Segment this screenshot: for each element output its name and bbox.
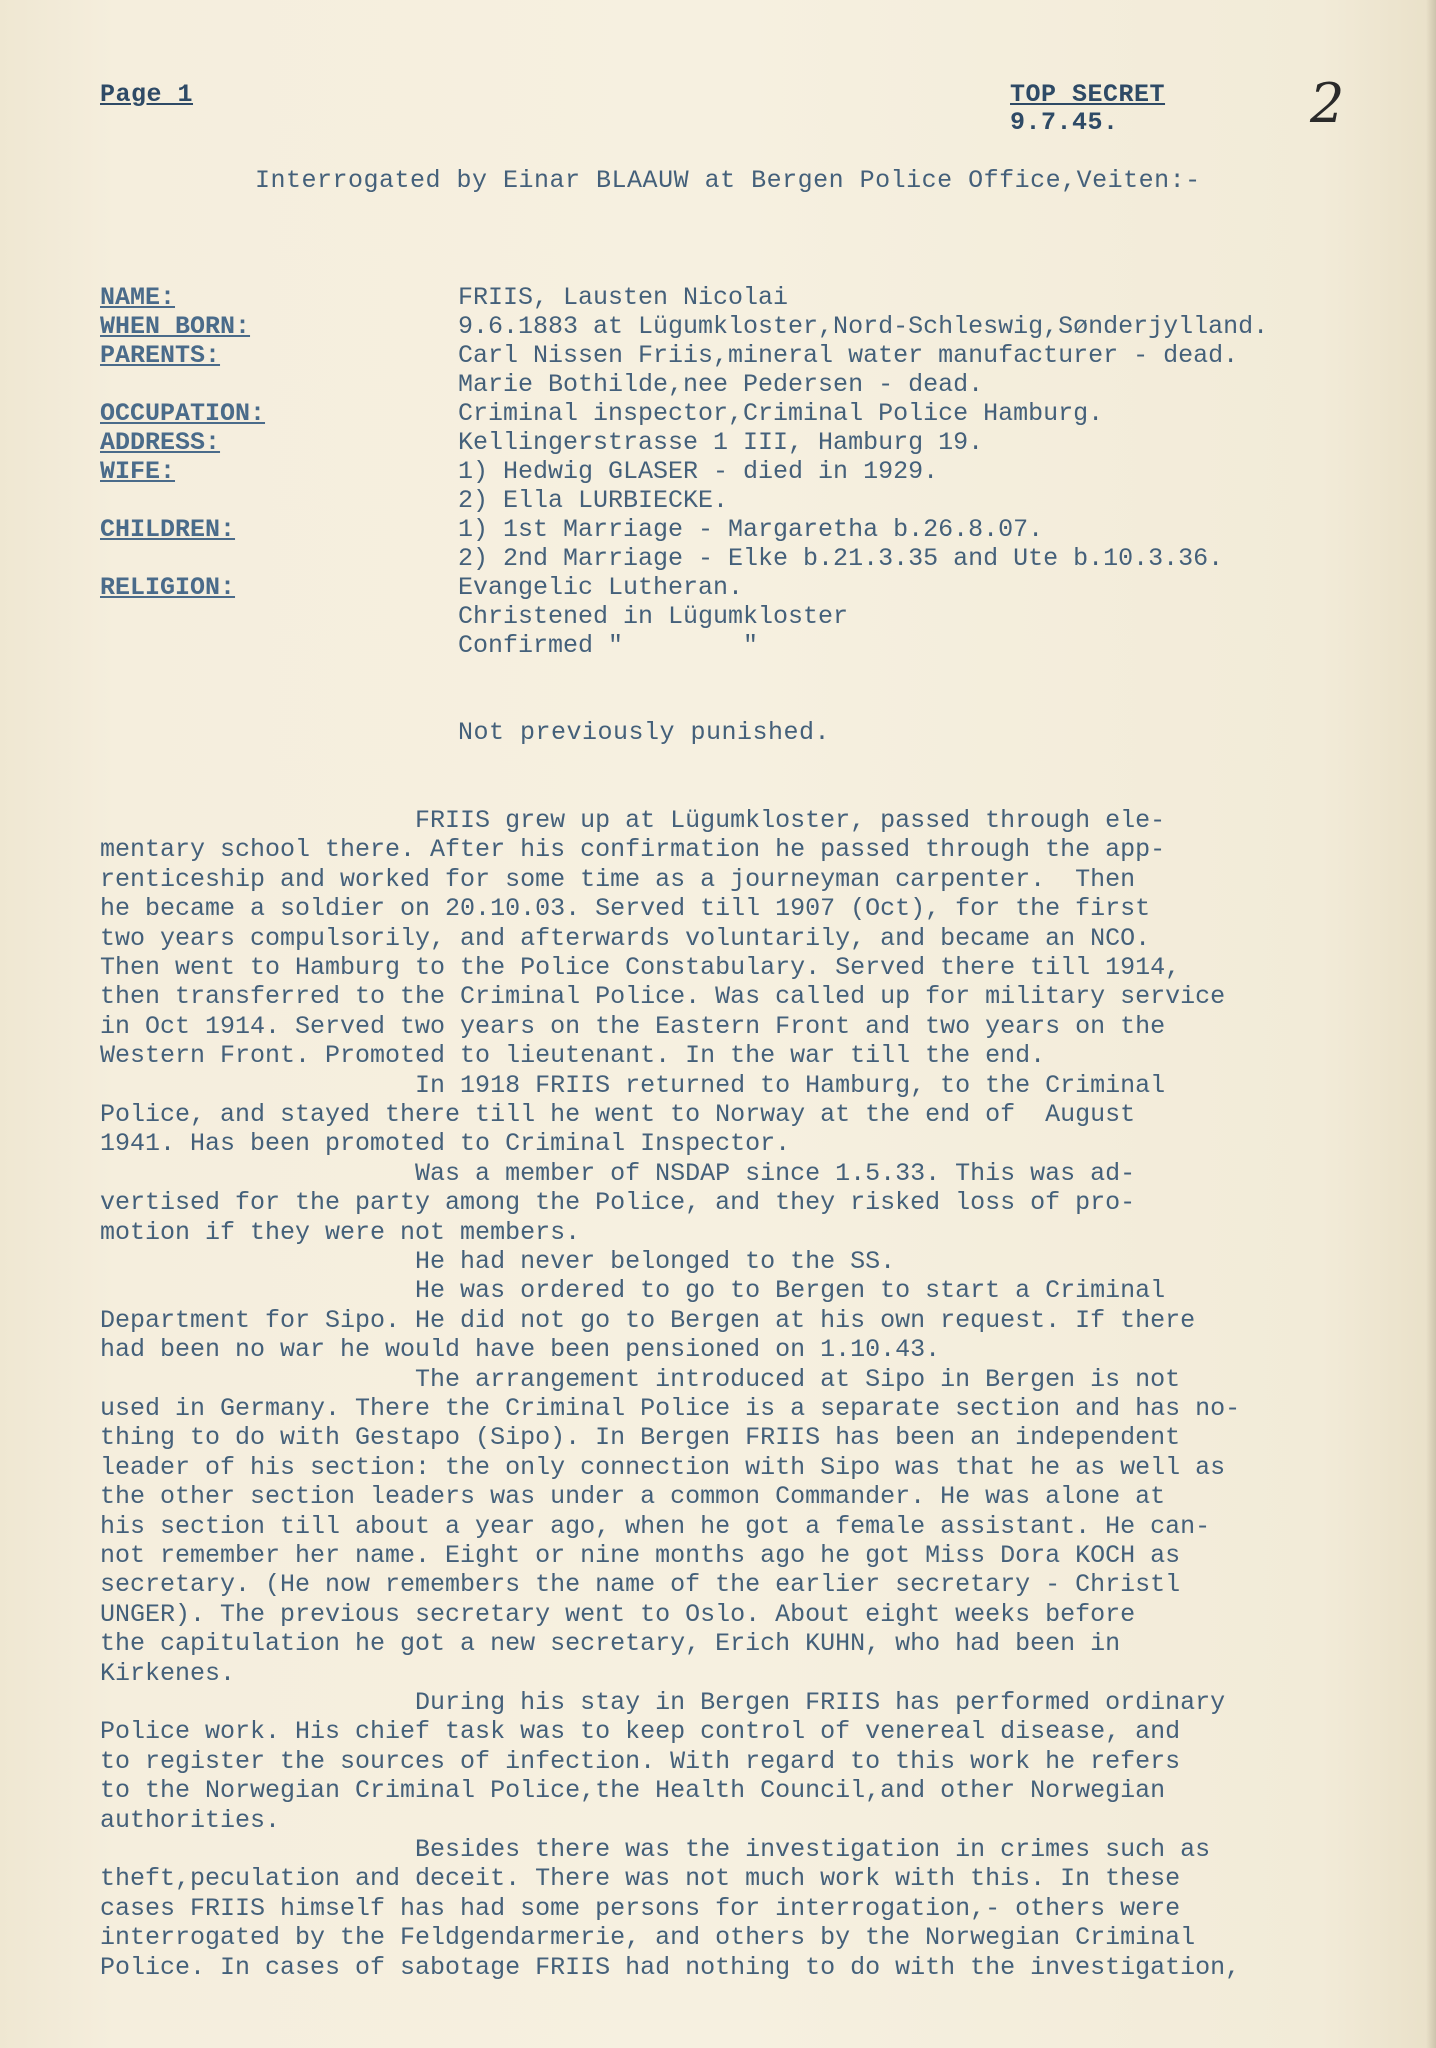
body-line: two years compulsorily, and afterwards voluntarily, and became an NCO. (100, 923, 1151, 953)
field-value-parents-mother: Marie Bothilde,nee Pedersen - dead. (458, 370, 984, 399)
body-line: 1941. Has been promoted to Criminal Inspector. (100, 1129, 791, 1159)
field-value-children-2: 2) 2nd Marriage - Elke b.21.3.35 and Ute b.10.3.36. (458, 544, 1224, 573)
body-line: authorities. (100, 1805, 281, 1835)
classification-stamp: TOP SECRET (1010, 80, 1166, 109)
body-line: renticeship and worked for some time as a journeyman carpenter. Then (100, 864, 1136, 894)
handwritten-page-number: 2 (1310, 72, 1345, 135)
field-label-name: NAME: (100, 283, 176, 312)
body-line: He had never belonged to the SS. (100, 1247, 896, 1276)
body-line: Department for Sipo. He did not go to Bergen at his own request. If there (100, 1305, 1196, 1335)
field-label-religion: RELIGION: (100, 573, 236, 602)
body-line: theft,peculation and deceit. There was not much work with this. In these (100, 1864, 1181, 1894)
body-line: he became a soldier on 20.10.03. Served till 1907 (Oct), for the first (100, 894, 1151, 924)
body-line: Police, and stayed there till he went to Norway at the end of August (100, 1100, 1136, 1129)
body-line: Western Front. Promoted to lieutenant. In the war till the end. (100, 1041, 1046, 1071)
body-line: Then went to Hamburg to the Police Constabulary. Served there till 1914, (100, 953, 1181, 982)
body-line: mentary school there. After his confirmation he passed through the app- (100, 835, 1166, 865)
body-line: motion if they were not members. (100, 1217, 581, 1247)
body-line: to register the sources of infection. With regard to this work he refers (100, 1746, 1181, 1776)
body-line: had been no war he would have been pensioned on 1.10.43. (100, 1335, 941, 1365)
body-line: Kirkenes. (100, 1658, 236, 1688)
field-value-religion: Evangelic Lutheran. (458, 573, 744, 602)
body-line: He was ordered to go to Bergen to start a Criminal (100, 1276, 1166, 1306)
field-value-born: 9.6.1883 at Lügumkloster,Nord-Schleswig,Sønderjylland. (458, 312, 1269, 341)
body-line: In 1918 FRIIS returned to Hamburg, to the Criminal (100, 1070, 1166, 1100)
field-label-wife: WIFE: (100, 457, 176, 486)
body-line: FRIIS grew up at Lügumkloster, passed through ele- (100, 806, 1166, 835)
body-line: then transferred to the Criminal Police. Was called up for military service (100, 982, 1226, 1012)
field-label-address: ADDRESS: (100, 428, 221, 457)
paper-edge-shadow (1426, 0, 1436, 2048)
record-note: Not previously punished. (458, 718, 831, 747)
body-line: UNGER). The previous secretary went to Oslo. About eight weeks before (100, 1599, 1136, 1629)
field-label-occupation: OCCUPATION: (100, 399, 266, 428)
interrogation-subtitle: Interrogated by Einar BLAAUW at Bergen Police Office,Veiten:- (255, 166, 1201, 195)
body-line: Was a member of NSDAP since 1.5.33. This was ad- (100, 1158, 1136, 1188)
field-value-name: FRIIS, Lausten Nicolai (458, 283, 789, 312)
body-line: used in Germany. There the Criminal Police is a separate section and has no- (100, 1394, 1241, 1423)
field-value-address: Kellingerstrasse 1 III, Hamburg 19. (458, 428, 984, 457)
body-line: The arrangement introduced at Sipo in Bergen is not (100, 1364, 1181, 1394)
body-line: his section till about a year ago, when he got a female assistant. He can- (100, 1511, 1211, 1541)
page-number: Page 1 (100, 80, 194, 109)
body-line: cases FRIIS himself has had some persons for interrogation,- others were (100, 1893, 1181, 1923)
body-line: secretary. (He now remembers the name of the earlier secretary - Christl (100, 1570, 1181, 1600)
body-line: in Oct 1914. Served two years on the Eastern Front and two years on the (100, 1011, 1166, 1041)
body-line: the other section leaders was under a common Commander. He was alone at (100, 1482, 1166, 1512)
field-value-confirmed: Confirmed " " (458, 631, 759, 660)
field-label-born: WHEN BORN: (100, 312, 251, 341)
field-value-christened: Christened in Lügumkloster (458, 602, 849, 631)
body-line: interrogated by the Feldgendarmerie, and others by the Norwegian Criminal (100, 1923, 1196, 1953)
field-value-children-1: 1) 1st Marriage - Margaretha b.26.8.07. (458, 515, 1044, 544)
field-value-occupation: Criminal inspector,Criminal Police Hamburg. (458, 399, 1104, 428)
field-value-wife-2: 2) Ella LURBIECKE. (458, 486, 729, 515)
body-line: During his stay in Bergen FRIIS has performed ordinary (100, 1688, 1226, 1717)
body-line: not remember her name. Eight or nine months ago he got Miss Dora KOCH as (100, 1541, 1181, 1570)
body-line: to the Norwegian Criminal Police,the Health Council,and other Norwegian (100, 1776, 1166, 1806)
body-line: vertised for the party among the Police, and they risked loss of pro- (100, 1188, 1136, 1218)
body-line: Besides there was the investigation in crimes such as (100, 1835, 1211, 1864)
document-date: 9.7.45. (1010, 108, 1119, 137)
field-value-wife-1: 1) Hedwig GLASER - died in 1929. (458, 457, 939, 486)
body-line: Police. In cases of sabotage FRIIS had nothing to do with the investigation, (100, 1952, 1241, 1982)
body-line: leader of his section: the only connection with Sipo was that he as well as (100, 1452, 1226, 1482)
body-line: Police work. His chief task was to keep control of venereal disease, and (100, 1717, 1181, 1747)
body-line: thing to do with Gestapo (Sipo). In Bergen FRIIS has been an independent (100, 1423, 1181, 1453)
body-line: the capitulation he got a new secretary, Erich KUHN, who had been in (100, 1629, 1121, 1659)
field-label-children: CHILDREN: (100, 515, 236, 544)
field-value-parents-father: Carl Nissen Friis,mineral water manufacturer - dead. (458, 341, 1239, 370)
field-label-parents: PARENTS: (100, 341, 221, 370)
